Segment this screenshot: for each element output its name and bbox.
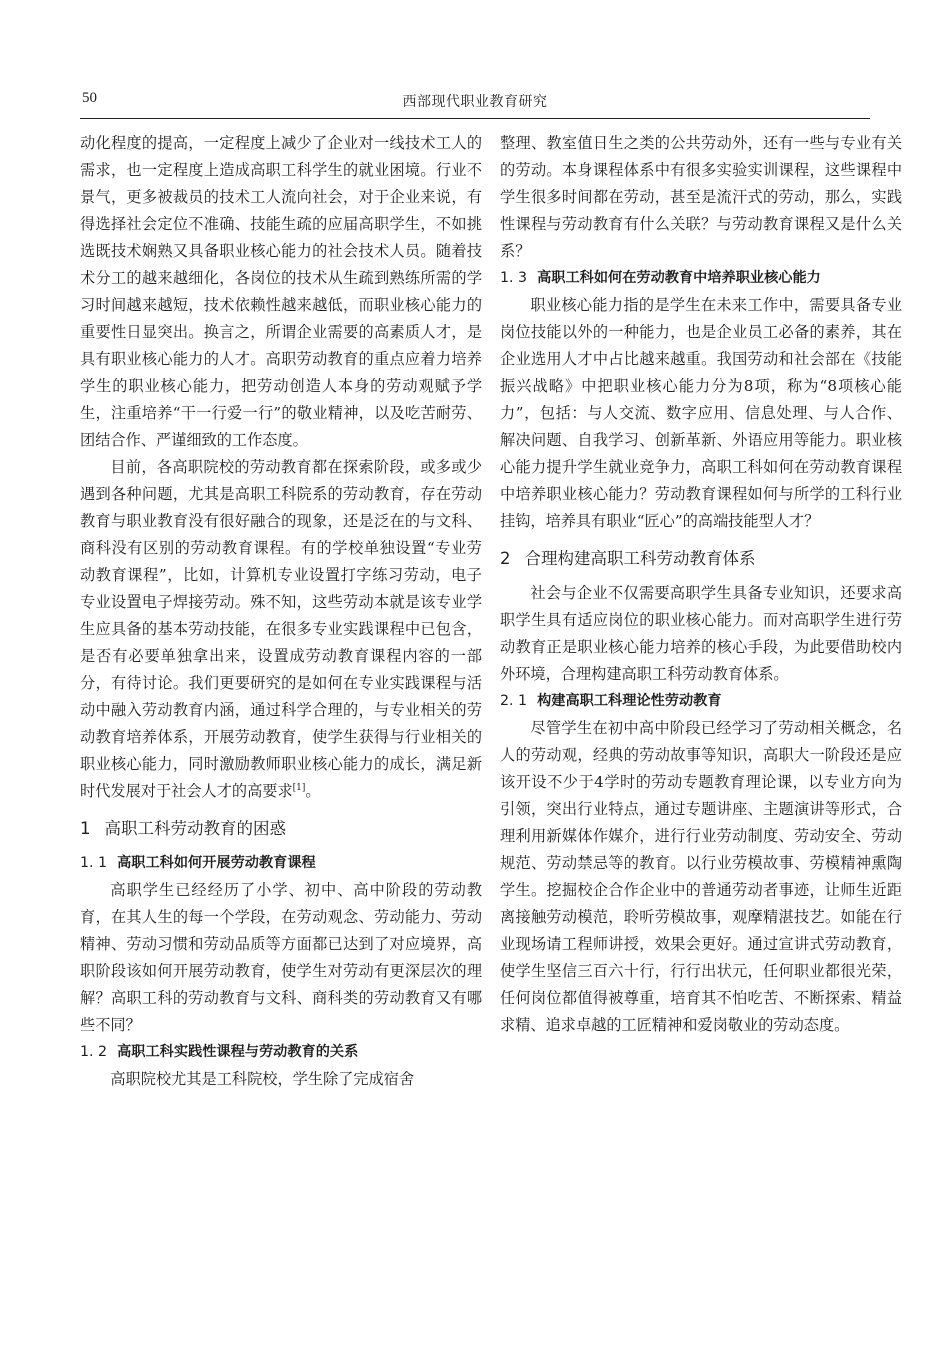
section-title: 合理构建高职工科劳动教育体系 [524,549,756,568]
subsection-title: 构建高职工科理论性劳动教育 [537,693,722,709]
subsection-heading [80,850,482,877]
paragraph: 尽管学生在初中高中阶段已经学习了劳动相关概念，名人的劳动观，经典的劳动故事等知识，高职大一阶段还是应该开设不少于4学时的劳动专题教育理论课，以专业方向为引领，突出行业特点，通过专题讲座、主题演讲等形式，合理利用新媒体作媒介，进行行业劳动制度、劳动安全、劳动规范、劳动禁忌等的教育。以行业劳模故事、劳模精神熏陶学生。挖掘校企合作企业中的普通劳动者事迹，让师生近距离接触劳动模范，聆听劳模故事，观摩精湛技艺。如能在行业现场请工程师讲授，效果会更好。通过宣讲式劳动教育，使学生坚信三百六十行，行行出状元，任何职业都很光荣，任何岗位都值得被尊重，培育其不怕吃苦、不断探索、精益求精、追求卓越的工匠精神和爱岗敬业的劳动态度。 [500,719,902,1034]
paragraph: 社会与企业不仅需要高职学生具备专业知识，还要求高职学生具有适应岗位的职业核心能力。而对高职学生进行劳动教育正是职业核心能力培养的核心手段，为此要借助校内外环境，合理构建高职工科劳动教育体系。 [500,584,902,683]
subsection-number: 1. 3 [500,270,528,286]
paragraph: 整理、教室值日生之类的公共劳动外，还有一些与专业有关的劳动。本身课程体系中有很多实验实训课程，这些课程中学生很多时间都在劳动，甚至是流汗式的劳动，那么，实践性课程与劳动教育有什么关联？与劳动教育课程又是什么关系？ [500,134,902,260]
subsection-heading [500,688,902,715]
paragraph: 职业核心能力指的是学生在未来工作中，需要具备专业岗位技能以外的一种能力，也是企业员工必备的素养，其在企业选用人才中占比越来越重。我国劳动和社会部在《技能振兴战略》中把职业核心能力分为8项，称为“8项核心能力”，包括：与人交流、数字应用、信息处理、与人合作、解决问题、自我学习、创新革新、外语应用等能力。职业核心能力提升学生就业竞争力，高职工科如何在劳动教育课程中培养职业核心能力？劳动教育课程如何与所学的工科行业挂钩，培养具有职业“匠心”的高端技能型人才？ [500,296,902,530]
subsection-title: 高职工科如何在劳动教育中培养职业核心能力 [537,270,821,286]
section-number: 2 [500,549,511,568]
right-column [500,130,902,1039]
subsection-title: 高职工科实践性课程与劳动教育的关系 [117,1044,359,1060]
paragraph-end: 。 [305,782,321,800]
subsection-number: 2. 1 [500,693,528,709]
left-column [80,130,482,1093]
subsection-number: 1. 1 [80,855,108,871]
subsection-heading [80,1039,482,1066]
paragraph: 高职院校尤其是工科院校，学生除了完成宿舍 [110,1070,415,1088]
section-heading [80,815,482,842]
paragraph: 高职学生已经经历了小学、初中、高中阶段的劳动教育，在其人生的每一个学段，在劳动观念、劳动能力、劳动精神、劳动习惯和劳动品质等方面都已达到了对应境界，高职阶段该如何开展劳动教育，使学生对劳动有更深层次的理解？高职工科的劳动教育与文科、商科类的劳动教育又有哪些不同？ [80,881,482,1034]
subsection-number: 1. 2 [80,1044,108,1060]
journal-title: 西部现代职业教育研究 [402,94,548,110]
citation: [1] [292,782,306,793]
section-heading [500,545,902,572]
paragraph: 动化程度的提高，一定程度上减少了企业对一线技术工人的需求，也一定程度上造成高职工科学生的就业困境。行业不景气，更多被裁员的技术工人流向社会，对于企业来说，有得选择社会定位不准确、技能生疏的应届高职学生，不如挑选既技术娴熟又具备职业核心能力的社会技术人员。随着技术分工的越来越细化，各岗位的技术从生疏到熟练所需的学习时间越来越短，技术依赖性越来越低，而职业核心能力的重要性日显突出。换言之，所谓企业需要的高素质人才，是具有职业核心能力的人才。高职劳动教育的重点应着力培养学生的职业核心能力，把劳动创造人本身的劳动观赋予学生，注重培养“干一行爱一行”的敬业精神，以及吃苦耐劳、团结合作、严谨细致的工作态度。 [80,134,482,449]
subsection-title: 高职工科如何开展劳动教育课程 [117,855,316,871]
section-number: 1 [80,819,91,838]
running-header [80,90,870,119]
page-number: 50 [82,90,97,106]
section-title: 高职工科劳动教育的困惑 [104,819,286,838]
paragraph-text: 目前，各高职院校的劳动教育都在探索阶段，或多或少遇到各种问题，尤其是高职工科院系的劳动教育，存在劳动教育与职业教育没有很好融合的现象，还是泛在的与文科、商科没有区别的劳动教育课程。有的学校单独设置“专业劳动教育课程”，比如，计算机专业设置打字练习劳动，电子专业设置电子焊接劳动。殊不知，这些劳动本就是该专业学生应具备的基本劳动技能，在很多专业实践课程中已包含，是否有必要单独拿出来，设置成劳动教育课程内容的一部分，有待讨论。我们更要研究的是如何在专业实践课程与活动中融入劳动教育内涵，通过科学合理的，与专业相关的劳动教育培养体系，开展劳动教育，使学生获得与行业相关的职业核心能力，同时激励教师职业核心能力的成长，满足新时代发展对于社会人才的高要求 [80,458,482,800]
paragraph [80,454,482,805]
subsection-heading [500,265,902,292]
